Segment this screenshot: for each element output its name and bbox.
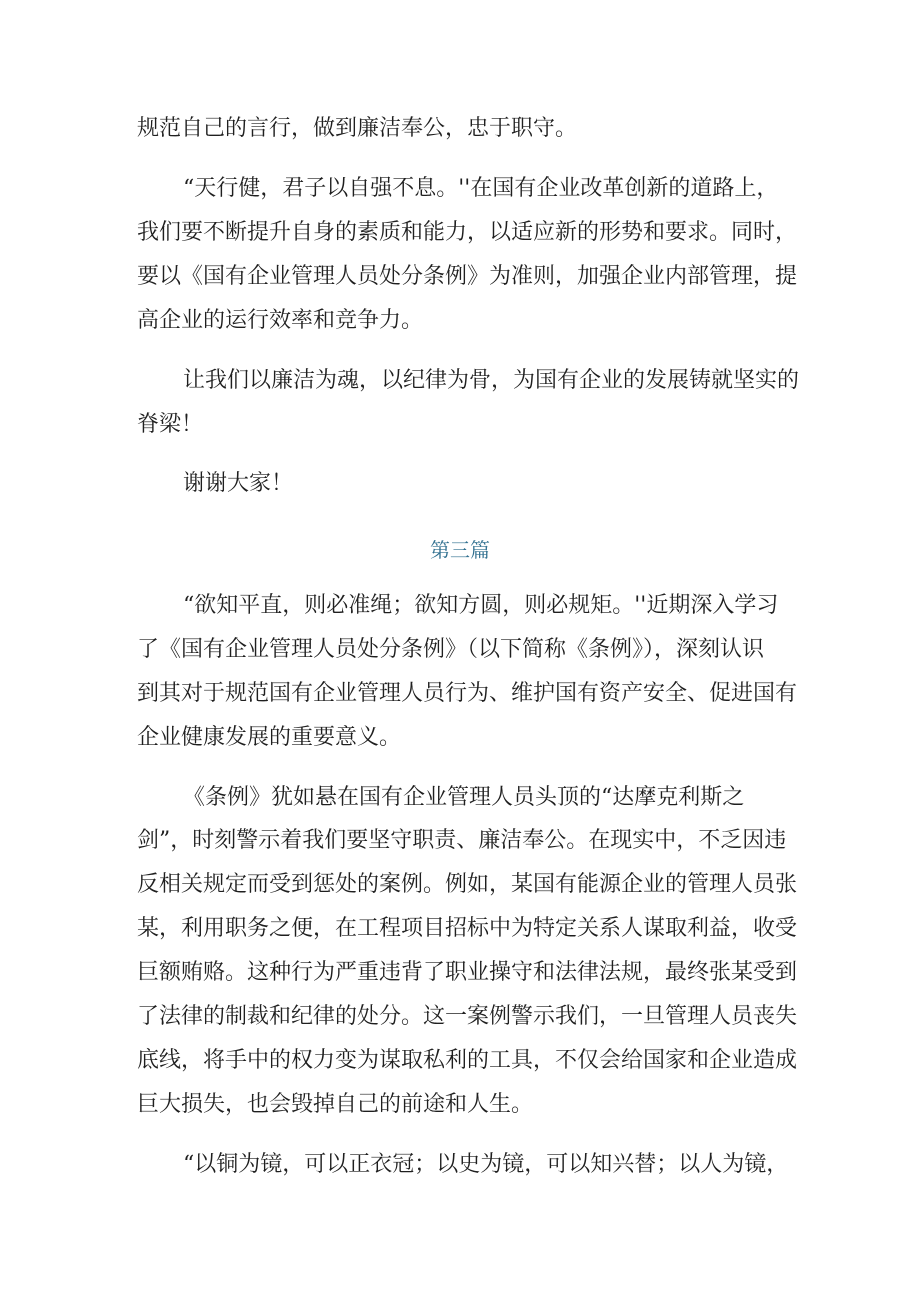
paragraph-line: 反相关规定而受到惩处的案例。例如，某国有能源企业的管理人员张	[137, 872, 797, 897]
paragraph-line: “欲知平直，则必准绳；欲知方圆，则必规矩。''近期深入学习	[183, 593, 779, 618]
section-heading: 第三篇	[430, 538, 490, 562]
paragraph-line: 剑”，时刻警示着我们要坚守职责、廉洁奉公。在现实中，不乏因违	[137, 828, 787, 853]
paragraph-line: 谢谢大家！	[183, 471, 294, 496]
paragraph-line: 脊梁！	[137, 412, 204, 437]
paragraph-line: 巨额贿赂。这种行为严重违背了职业操守和法律法规，最终张某受到	[137, 960, 797, 985]
paragraph-line: 企业健康发展的重要意义。	[137, 725, 402, 750]
paragraph-line: 规范自己的言行，做到廉洁奉公，忠于职守。	[137, 116, 578, 141]
paragraph-line: 我们要不断提升自身的素质和能力，以适应新的形势和要求。同时，	[137, 220, 797, 245]
paragraph-line: 底线，将手中的权力变为谋取私利的工具，不仅会给国家和企业造成	[137, 1048, 797, 1073]
paragraph-line: 了《国有企业管理人员处分条例》（以下简称《条例》），深刻认识	[137, 637, 765, 662]
paragraph-line: 高企业的运行效率和竞争力。	[137, 308, 424, 333]
paragraph-line: “天行健，君子以自强不息。''在国有企业改革创新的道路上，	[183, 176, 779, 201]
paragraph-line: 了法律的制裁和纪律的处分。这一案例警示我们，一旦管理人员丧失	[137, 1004, 797, 1029]
paragraph-line: 《条例》犹如悬在国有企业管理人员头顶的“达摩克利斯之	[183, 785, 745, 810]
paragraph-line: 巨大损失，也会毁掉自己的前途和人生。	[137, 1092, 534, 1117]
paragraph-line: “以铜为镜，可以正衣冠；以史为镜，可以知兴替；以人为镜，	[183, 1152, 789, 1177]
paragraph-line: 到其对于规范国有企业管理人员行为、维护国有资产安全、促进国有	[137, 681, 797, 706]
paragraph-line: 某，利用职务之便，在工程项目招标中为特定关系人谋取利益，收受	[137, 916, 797, 941]
paragraph-line: 让我们以廉洁为魂，以纪律为骨，为国有企业的发展铸就坚实的	[183, 368, 800, 393]
paragraph-line: 要以《国有企业管理人员处分条例》为准则，加强企业内部管理，提	[137, 264, 797, 289]
